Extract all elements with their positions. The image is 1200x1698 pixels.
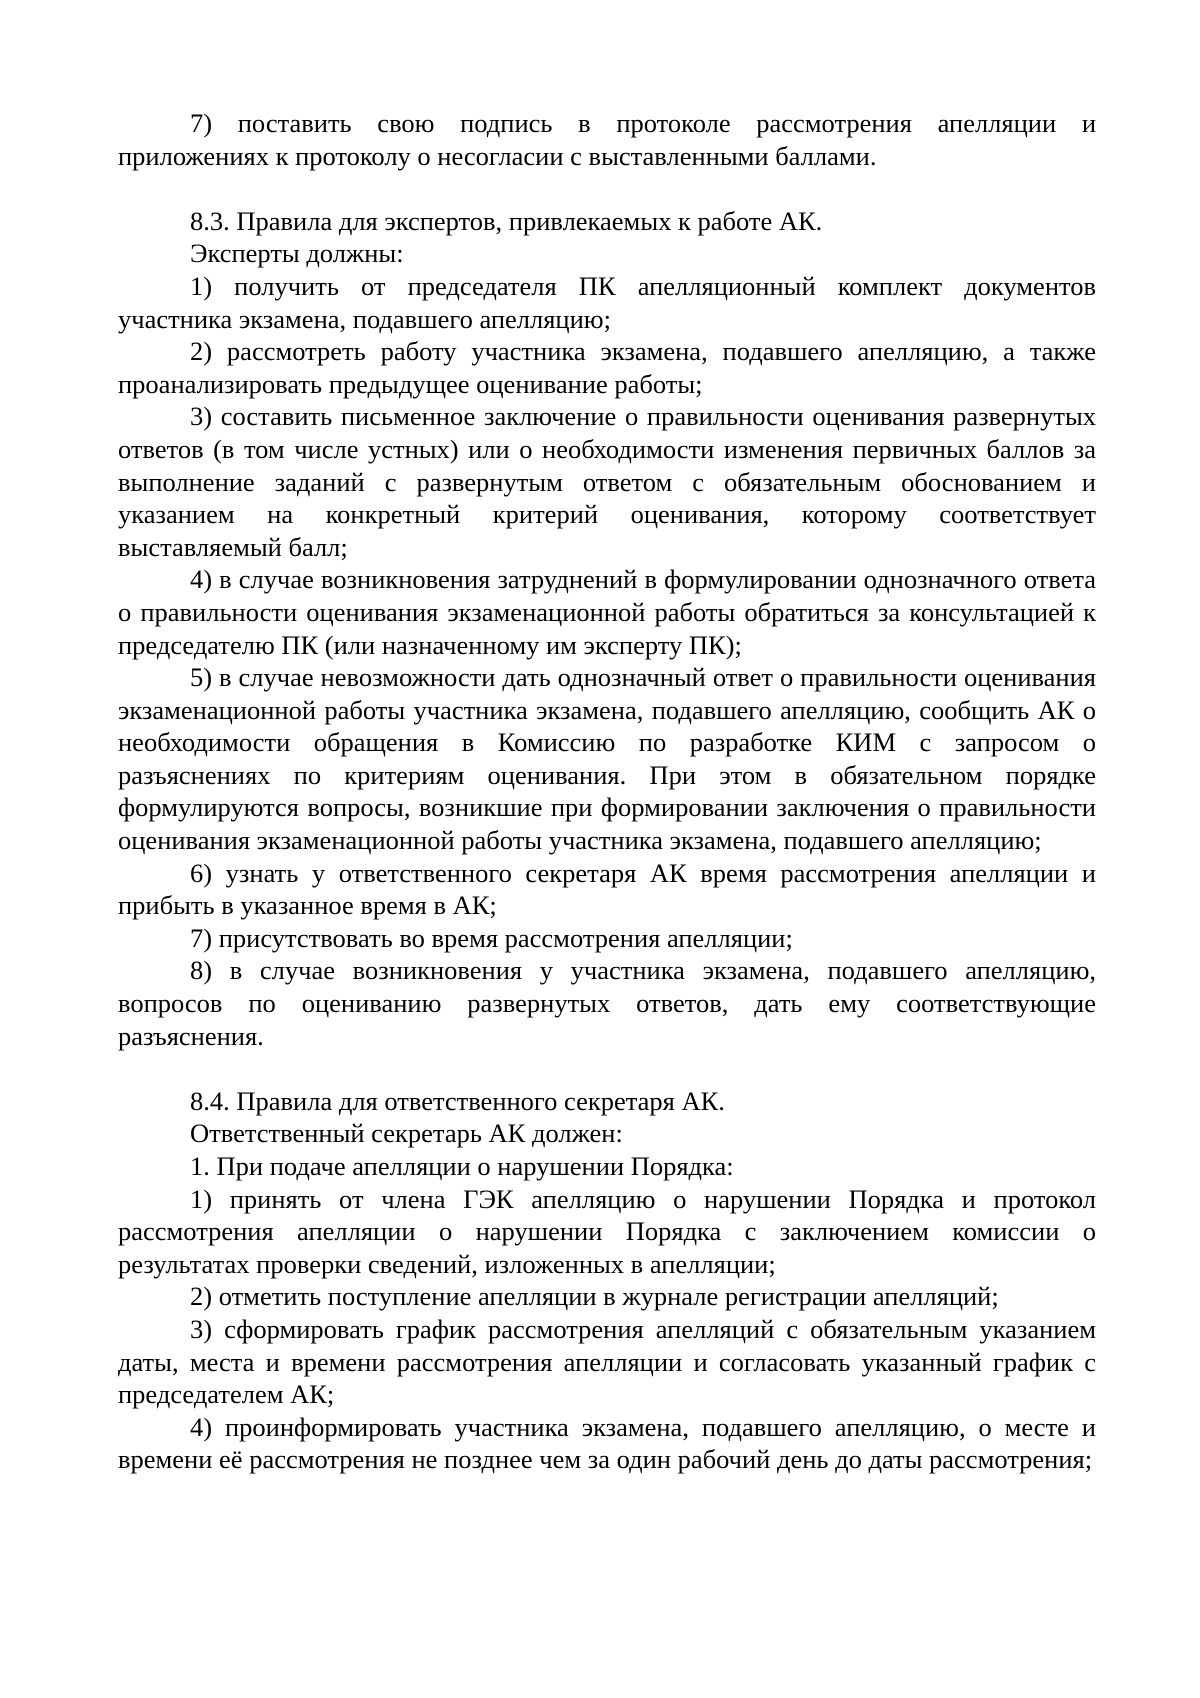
paragraph-item: 3) сформировать график рассмотрения апелляций с обязательным указанием даты, места и времени рассмотрения апелляции и согласовать указанный график с председателем АК; (118, 1313, 1096, 1410)
paragraph-item: 1) получить от председателя ПК апелляционный комплект документов участника экзамена, подавшего апелляцию; (118, 270, 1096, 334)
paragraph-secretary-must: Ответственный секретарь АК должен: (190, 1118, 623, 1149)
paragraph-item: 4) в случае возникновения затруднений в формулировании однозначного ответа о правильности оценивания экзаменационной работы обратиться за консультацией к председателю ПК (или назначенному им эксперту ПК); (118, 564, 1096, 660)
paragraph-item: 3) составить письменное заключение о правильности оценивания развернутых ответов (в том числе устных) или о необходимости изменения первичных баллов за выполнение заданий с развернутым ответом с обязательным обоснованием и указанием на конкретный критерий оценивания, которому соответствует выставляемый балл; (118, 401, 1096, 562)
paragraph-item: 5) в случае невозможности дать однозначный ответ о правильности оценивания экзаменационной работы участника экзамена, подавшего апелляцию, сообщить АК о необходимости обращения в Комиссию по разработке КИМ с запросом о разъяснениях по критериям оценивания. При этом в обязательном порядке формулируются вопросы, возникшие при формировании заключения о правильности оценивания экзаменационной работы участника экзамена, подавшего апелляцию; (118, 662, 1096, 856)
paragraph-expert-signature-item: 7) поставить свою подпись в протоколе рассмотрения апелляции и приложениях к протоколу о несогласии с выставленными баллами. (118, 108, 1096, 171)
paragraph-item: 2) рассмотреть работу участника экзамена, подавшего апелляцию, а также проанализировать предыдущее оценивание работы; (118, 336, 1096, 399)
paragraph-item: 2) отметить поступление апелляции в журнале регистрации апелляций; (190, 1281, 999, 1312)
section-heading-8-4: 8.4. Правила для ответственного секретаря АК. (190, 1085, 725, 1116)
paragraph-item: 4) проинформировать участника экзамена, подавшего апелляцию, о месте и времени её рассмотрения не позднее чем за один рабочий день до даты рассмотрения; (118, 1411, 1096, 1475)
paragraph-item: 1) принять от члена ГЭК апелляцию о нарушении Порядка и протокол рассмотрения апелляции о нарушении Порядка с заключением комиссии о результатах проверки сведений, изложенных в апелляции; (118, 1183, 1096, 1279)
section-heading-8-3: 8.3. Правила для экспертов, привлекаемых к работе АК. (190, 205, 823, 236)
paragraph-experts-must: Эксперты должны: (190, 238, 404, 269)
paragraph-subsection-1: 1. При подаче апелляции о нарушении Порядка: (190, 1151, 734, 1181)
document-page (118, 107, 1096, 1476)
paragraph-item: 8) в случае возникновения у участника экзамена, подавшего апелляцию, вопросов по оцениванию развернутых ответов, дать ему соответствующие разъяснения. (118, 955, 1096, 1051)
paragraph-item: 7) присутствовать во время рассмотрения апелляции; (190, 922, 793, 953)
paragraph-item: 6) узнать у ответственного секретаря АК время рассмотрения апелляции и прибыть в указанное время в АК; (118, 857, 1096, 921)
